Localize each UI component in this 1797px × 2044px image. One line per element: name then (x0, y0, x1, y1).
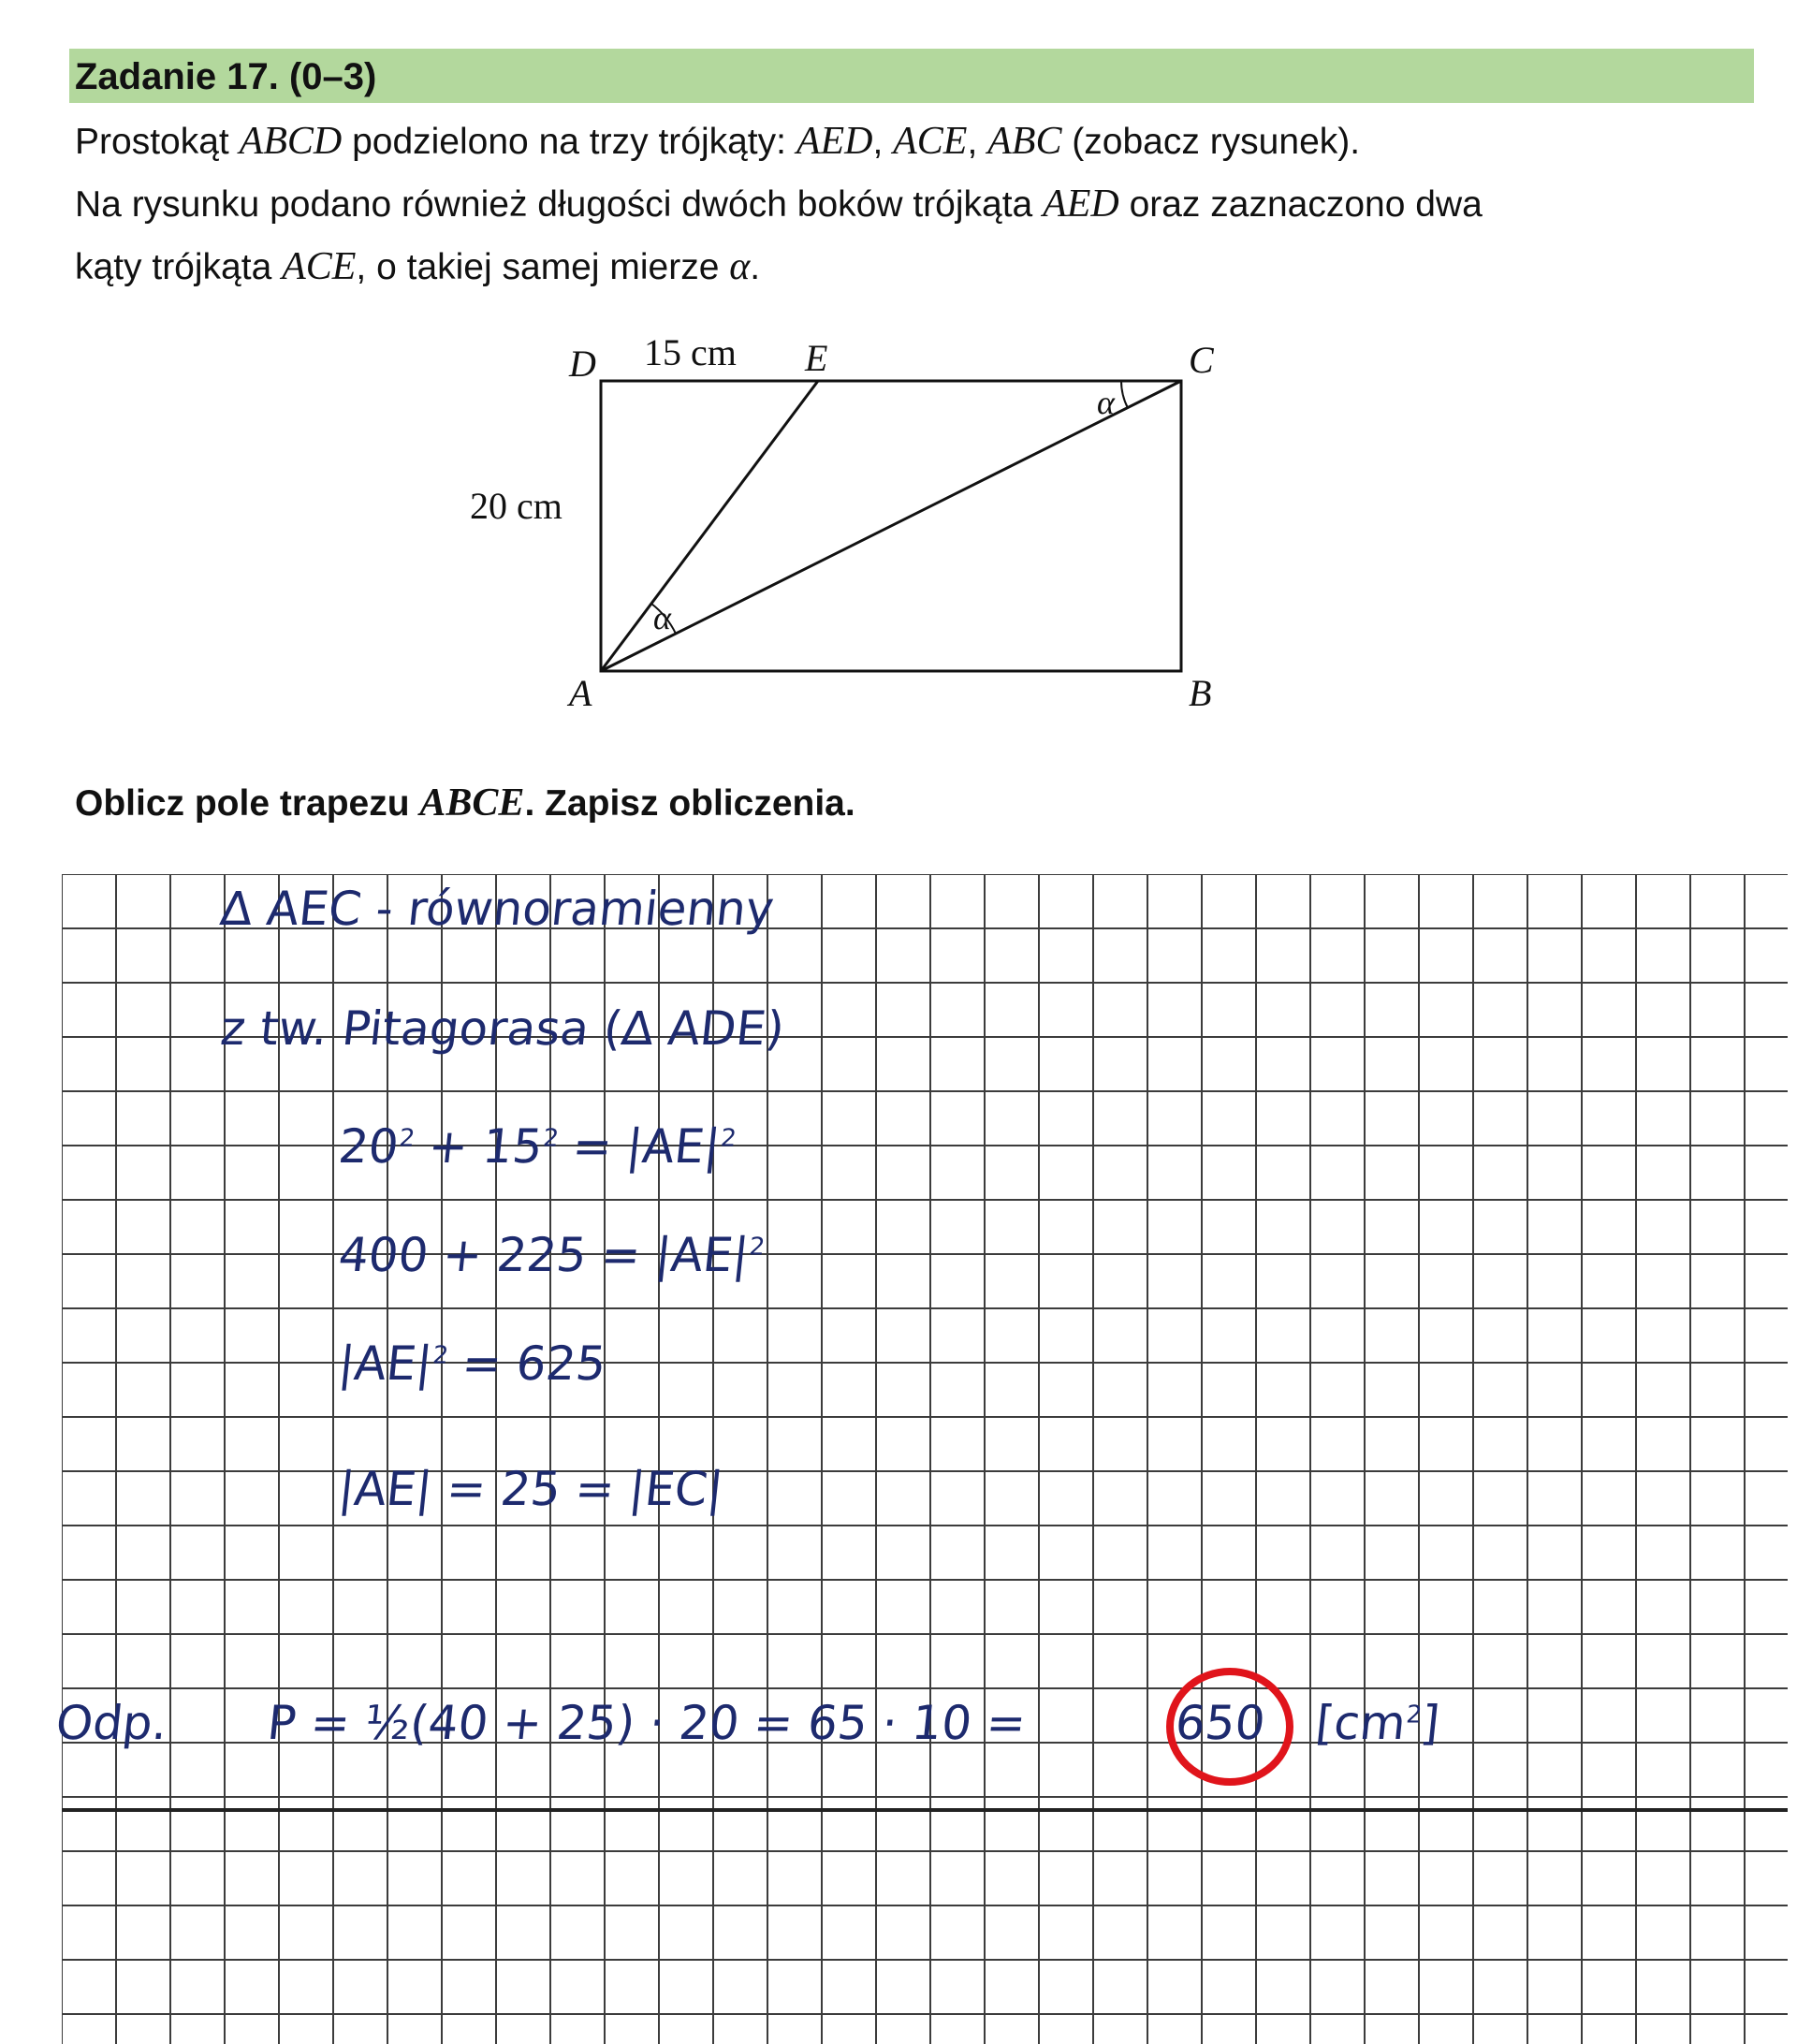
hw-line-2: z tw. Pitagorasa (∆ ADE) (217, 1001, 787, 1056)
length-label-ad: 20 cm (470, 485, 562, 527)
vertex-a: A (569, 672, 592, 714)
vertex-d: D (569, 343, 596, 385)
segment-ae (601, 381, 818, 671)
answer-area (52, 874, 1788, 2044)
hw-line-1: ∆ AEC - równoramienny (217, 882, 777, 936)
hw-result: 650 (1172, 1696, 1268, 1750)
hw-unit: $[cm^2]$ (1312, 1696, 1442, 1750)
vertex-b: B (1189, 672, 1212, 714)
vertex-c: C (1189, 339, 1214, 381)
task-header (69, 49, 1754, 103)
length-label-de: 15 cm (644, 331, 737, 373)
rectangle-figure (449, 318, 1273, 730)
result-circle (1162, 1664, 1297, 1789)
angle-arc-c (1121, 381, 1128, 408)
problem-line-2: Na rysunku podano również długości dwóch boków trójkąta AED oraz zaznaczono dwa (75, 182, 1483, 226)
hw-odp-label: Odp. (52, 1696, 170, 1750)
hw-line-6: |AE| = 25 = |EC| (335, 1462, 726, 1516)
hw-line-5: $|AE|^2 = 625$ (335, 1336, 609, 1391)
problem-line-3: kąty trójkąta ACE, o takiej samej mierze α. (75, 245, 761, 288)
question: Oblicz pole trapezu ABCE. Zapisz obliczenia. (75, 781, 855, 825)
angle-label-a: α (653, 599, 671, 636)
problem-line-1: Prostokąt ABCD podzielono na trzy trójkąty: AED, ACE, ABC (zobacz rysunek). (75, 120, 1361, 163)
task-title: Zadanie 17. (0–3) (75, 56, 377, 97)
segment-ac (601, 381, 1181, 671)
hw-formula: P = ½(40 + 25) · 20 = 65 · 10 = (264, 1696, 1029, 1750)
vertex-e: E (805, 337, 828, 379)
hw-line-3: $20^2 + 15^2 = |AE|^2$ (335, 1119, 738, 1174)
angle-label-c: α (1097, 384, 1115, 421)
hw-line-4: $400 + 225 = |AE|^2$ (335, 1228, 767, 1282)
problem-statement (75, 110, 1760, 299)
